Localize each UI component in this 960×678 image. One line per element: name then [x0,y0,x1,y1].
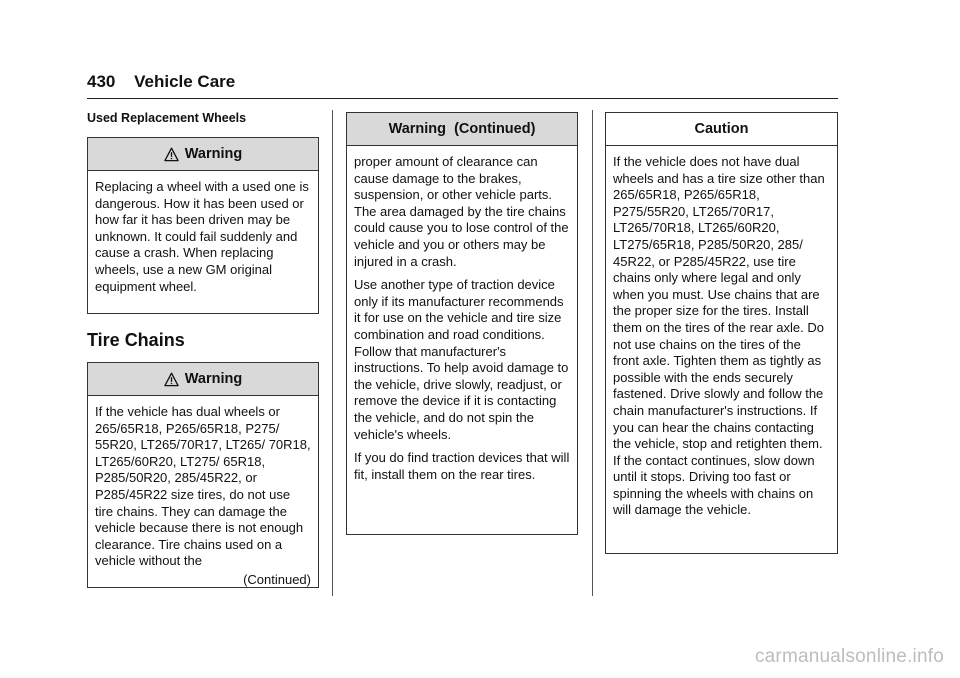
warning-continued-title: Warning (Continued) [388,121,536,137]
warning-text: If the vehicle has dual wheels or 265/65R18, P265/65R18, P275/ 55R20, LT265/70R17, LT265/ 70R18, LT265/60R20, LT275/ 65R18, P285/50R20, 285/45R22, or P285/45R22 size tires, do not use tire chains. They can damage the vehicle because there is not enough clearance. Tire chains used on a vehicle without the [95,404,311,569]
watermark: carmanualsonline.info [754,646,944,667]
header-rule [87,98,838,99]
caution-box [605,112,838,554]
page-number: 430 [87,72,116,91]
column-divider-2 [592,110,593,596]
subheading-used-replacement-wheels: Used Replacement Wheels [87,111,247,125]
heading-tire-chains: Tire Chains [87,330,185,350]
continued-label: (Continued) [243,571,311,587]
warning-text: Replacing a wheel with a used one is dangerous. How it has been used or how far it has been driven may be unknown. It could fail suddenly and cause a crash. When replacing wheels, use a new GM original equipment wheel. [95,179,309,294]
caution-title: Caution [694,121,749,137]
paragraph: proper amount of clearance can cause damage to the brakes, suspension, or other vehicle parts. The area damaged by the tire chains could cause you to lose control of the vehicle and you or others may be injured in a crash. [354,154,569,269]
warning-continued-body [347,146,577,483]
warning-box-tire-chains [87,362,319,588]
section-title: Vehicle Care [134,72,236,91]
warning-triangle-icon [164,147,179,162]
paragraph: Use another type of traction device only if its manufacturer recommends it for use on the vehicle and tire size combination and road conditions. Follow that manufacturer's instructions. To help avoid damage to the vehicle, drive slowly, readjust, or remove the device if it is contacting the vehicle, and do not spin the vehicle's wheels. [354,277,569,442]
warning-box-used-wheels [87,137,319,314]
column-divider-1 [332,110,333,596]
paragraph: If you do find traction devices that will fit, install them on the rear tires. [354,450,570,482]
warning-continued-header [347,113,577,146]
caution-body [606,146,837,519]
page-header [87,72,235,92]
warning-body [88,171,318,295]
caution-text: If the vehicle does not have dual wheels and has a tire size other than 265/65R18, P265/65R18, P275/55R20, LT265/70R17, LT265/70R18, LT265/60R20, LT275/65R18, P285/50R20, 285/ 45R22, or P285/45R22, use tire chains only where legal and only when you must. Use chains that are the proper size for the tires. Install them on the tires of the rear axle. Do not use chains on the tires of the front axle. Tighten them as tightly as possible with the ends securely fastened. Drive slowly and follow the chain manufacturer's instructions. If you can hear the chains contacting the vehicle, stop and retighten them. If the contact continues, slow down until it stops. Driving too fast or spinning the wheels with chains on will damage the vehicle. [613,154,825,518]
warning-body [88,396,318,589]
warning-header [88,138,318,171]
warning-header [88,363,318,396]
warning-title: Warning [184,146,243,162]
caution-header [606,113,837,146]
warning-triangle-icon [164,372,179,387]
warning-continued-box [346,112,578,535]
warning-title: Warning [184,371,243,387]
